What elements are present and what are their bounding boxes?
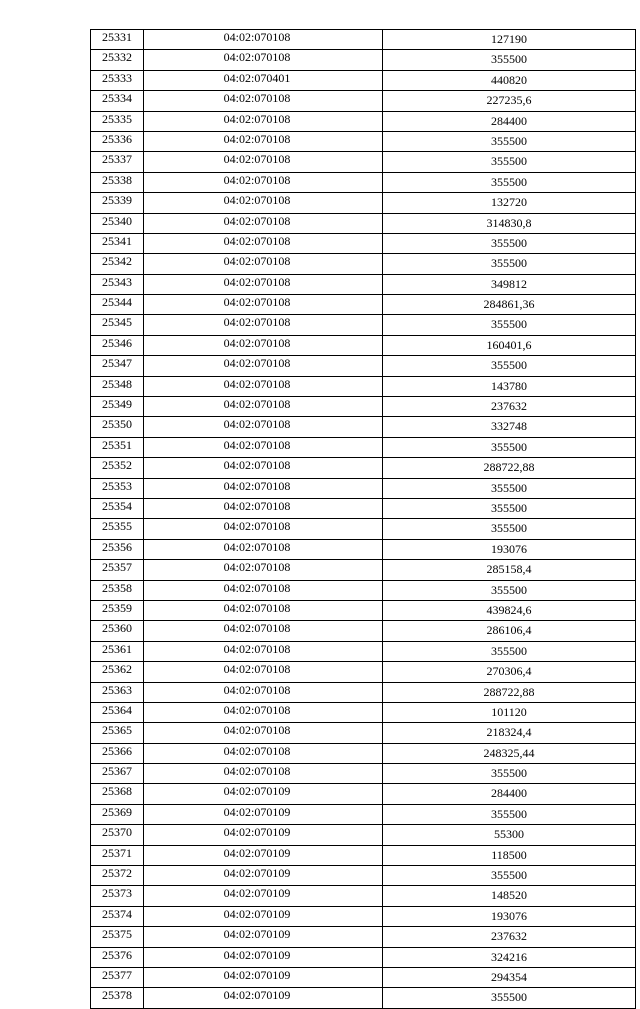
value-cell: 324216 (383, 947, 636, 967)
cadastral-code-cell: 04:02:070108 (144, 376, 383, 396)
table-row (91, 600, 636, 620)
value-cell: 284400 (383, 784, 636, 804)
table-row (91, 845, 636, 865)
data-table (90, 29, 636, 1009)
row-number-cell: 25349 (91, 397, 144, 417)
row-number-cell: 25337 (91, 152, 144, 172)
cadastral-code-cell: 04:02:070108 (144, 580, 383, 600)
row-number-cell: 25340 (91, 213, 144, 233)
value-cell: 284861,36 (383, 295, 636, 315)
cadastral-code-cell: 04:02:070109 (144, 967, 383, 987)
table-row (91, 927, 636, 947)
value-cell: 355500 (383, 131, 636, 151)
cadastral-code-cell: 04:02:070108 (144, 764, 383, 784)
row-number-cell: 25354 (91, 498, 144, 518)
table-row (91, 539, 636, 559)
row-number-cell: 25342 (91, 254, 144, 274)
value-cell: 193076 (383, 906, 636, 926)
document-page (90, 29, 624, 1009)
value-cell: 332748 (383, 417, 636, 437)
row-number-cell: 25339 (91, 193, 144, 213)
row-number-cell: 25344 (91, 295, 144, 315)
table-row (91, 213, 636, 233)
value-cell: 148520 (383, 886, 636, 906)
table-row (91, 784, 636, 804)
cadastral-code-cell: 04:02:070109 (144, 947, 383, 967)
cadastral-code-cell: 04:02:070108 (144, 560, 383, 580)
table-row (91, 743, 636, 763)
value-cell: 355500 (383, 172, 636, 192)
value-cell: 314830,8 (383, 213, 636, 233)
row-number-cell: 25332 (91, 50, 144, 70)
table-row (91, 478, 636, 498)
value-cell: 288722,88 (383, 682, 636, 702)
value-cell: 160401,6 (383, 335, 636, 355)
cadastral-code-cell: 04:02:070108 (144, 193, 383, 213)
value-cell: 355500 (383, 152, 636, 172)
cadastral-code-cell: 04:02:070108 (144, 539, 383, 559)
value-cell: 270306,4 (383, 662, 636, 682)
value-cell: 355500 (383, 50, 636, 70)
row-number-cell: 25345 (91, 315, 144, 335)
value-cell: 286106,4 (383, 621, 636, 641)
value-cell: 355500 (383, 437, 636, 457)
row-number-cell: 25378 (91, 988, 144, 1008)
cadastral-code-cell: 04:02:070108 (144, 213, 383, 233)
table-row (91, 764, 636, 784)
table-row (91, 193, 636, 213)
table-row (91, 560, 636, 580)
cadastral-code-cell: 04:02:070109 (144, 927, 383, 947)
value-cell: 355500 (383, 641, 636, 661)
cadastral-code-cell: 04:02:070109 (144, 845, 383, 865)
row-number-cell: 25365 (91, 723, 144, 743)
table-row (91, 274, 636, 294)
cadastral-code-cell: 04:02:070108 (144, 274, 383, 294)
cadastral-code-cell: 04:02:070401 (144, 70, 383, 90)
row-number-cell: 25374 (91, 906, 144, 926)
cadastral-code-cell: 04:02:070108 (144, 91, 383, 111)
table-row (91, 519, 636, 539)
row-number-cell: 25361 (91, 641, 144, 661)
value-cell: 355500 (383, 764, 636, 784)
table-row (91, 621, 636, 641)
cadastral-code-cell: 04:02:070108 (144, 682, 383, 702)
table-row (91, 30, 636, 50)
value-cell: 101120 (383, 702, 636, 722)
value-cell: 439824,6 (383, 600, 636, 620)
table-row (91, 152, 636, 172)
cadastral-code-cell: 04:02:070109 (144, 886, 383, 906)
cadastral-code-cell: 04:02:070108 (144, 478, 383, 498)
value-cell: 294354 (383, 967, 636, 987)
row-number-cell: 25353 (91, 478, 144, 498)
table-row (91, 825, 636, 845)
row-number-cell: 25351 (91, 437, 144, 457)
cadastral-code-cell: 04:02:070109 (144, 804, 383, 824)
row-number-cell: 25334 (91, 91, 144, 111)
row-number-cell: 25363 (91, 682, 144, 702)
row-number-cell: 25350 (91, 417, 144, 437)
cadastral-code-cell: 04:02:070108 (144, 111, 383, 131)
table-row (91, 906, 636, 926)
cadastral-code-cell: 04:02:070108 (144, 723, 383, 743)
value-cell: 355500 (383, 254, 636, 274)
table-row (91, 437, 636, 457)
row-number-cell: 25346 (91, 335, 144, 355)
value-cell: 355500 (383, 233, 636, 253)
row-number-cell: 25359 (91, 600, 144, 620)
cadastral-code-cell: 04:02:070108 (144, 600, 383, 620)
row-number-cell: 25377 (91, 967, 144, 987)
table-row (91, 335, 636, 355)
row-number-cell: 25355 (91, 519, 144, 539)
row-number-cell: 25348 (91, 376, 144, 396)
table-row (91, 131, 636, 151)
cadastral-code-cell: 04:02:070108 (144, 172, 383, 192)
value-cell: 193076 (383, 539, 636, 559)
value-cell: 355500 (383, 356, 636, 376)
table-row (91, 91, 636, 111)
cadastral-code-cell: 04:02:070109 (144, 825, 383, 845)
table-row (91, 356, 636, 376)
table-row (91, 172, 636, 192)
row-number-cell: 25343 (91, 274, 144, 294)
table-row (91, 988, 636, 1008)
table-body (91, 30, 636, 1009)
table-row (91, 254, 636, 274)
value-cell: 355500 (383, 804, 636, 824)
row-number-cell: 25369 (91, 804, 144, 824)
row-number-cell: 25362 (91, 662, 144, 682)
cadastral-code-cell: 04:02:070108 (144, 50, 383, 70)
cadastral-code-cell: 04:02:070108 (144, 621, 383, 641)
table-row (91, 417, 636, 437)
table-row (91, 50, 636, 70)
table-row (91, 804, 636, 824)
cadastral-code-cell: 04:02:070108 (144, 519, 383, 539)
row-number-cell: 25336 (91, 131, 144, 151)
row-number-cell: 25367 (91, 764, 144, 784)
table-row (91, 295, 636, 315)
value-cell: 355500 (383, 519, 636, 539)
cadastral-code-cell: 04:02:070108 (144, 498, 383, 518)
cadastral-code-cell: 04:02:070108 (144, 397, 383, 417)
cadastral-code-cell: 04:02:070108 (144, 702, 383, 722)
value-cell: 218324,4 (383, 723, 636, 743)
value-cell: 355500 (383, 580, 636, 600)
table-row (91, 662, 636, 682)
cadastral-code-cell: 04:02:070109 (144, 988, 383, 1008)
cadastral-code-cell: 04:02:070108 (144, 254, 383, 274)
table-row (91, 458, 636, 478)
table-row (91, 70, 636, 90)
table-row (91, 498, 636, 518)
row-number-cell: 25356 (91, 539, 144, 559)
row-number-cell: 25341 (91, 233, 144, 253)
cadastral-code-cell: 04:02:070108 (144, 30, 383, 50)
value-cell: 284400 (383, 111, 636, 131)
row-number-cell: 25373 (91, 886, 144, 906)
value-cell: 440820 (383, 70, 636, 90)
table-row (91, 580, 636, 600)
table-row (91, 947, 636, 967)
table-row (91, 233, 636, 253)
cadastral-code-cell: 04:02:070109 (144, 866, 383, 886)
value-cell: 248325,44 (383, 743, 636, 763)
cadastral-code-cell: 04:02:070108 (144, 356, 383, 376)
row-number-cell: 25331 (91, 30, 144, 50)
row-number-cell: 25368 (91, 784, 144, 804)
row-number-cell: 25347 (91, 356, 144, 376)
table-row (91, 967, 636, 987)
value-cell: 355500 (383, 988, 636, 1008)
value-cell: 143780 (383, 376, 636, 396)
value-cell: 227235,6 (383, 91, 636, 111)
cadastral-code-cell: 04:02:070108 (144, 131, 383, 151)
table-row (91, 723, 636, 743)
table-row (91, 886, 636, 906)
value-cell: 355500 (383, 498, 636, 518)
value-cell: 118500 (383, 845, 636, 865)
table-row (91, 397, 636, 417)
row-number-cell: 25375 (91, 927, 144, 947)
value-cell: 355500 (383, 866, 636, 886)
value-cell: 132720 (383, 193, 636, 213)
table-row (91, 641, 636, 661)
cadastral-code-cell: 04:02:070108 (144, 458, 383, 478)
value-cell: 355500 (383, 478, 636, 498)
cadastral-code-cell: 04:02:070108 (144, 233, 383, 253)
cadastral-code-cell: 04:02:070108 (144, 417, 383, 437)
table-row (91, 376, 636, 396)
cadastral-code-cell: 04:02:070108 (144, 662, 383, 682)
row-number-cell: 25333 (91, 70, 144, 90)
cadastral-code-cell: 04:02:070109 (144, 784, 383, 804)
row-number-cell: 25364 (91, 702, 144, 722)
row-number-cell: 25366 (91, 743, 144, 763)
row-number-cell: 25376 (91, 947, 144, 967)
cadastral-code-cell: 04:02:070108 (144, 641, 383, 661)
cadastral-code-cell: 04:02:070108 (144, 335, 383, 355)
row-number-cell: 25358 (91, 580, 144, 600)
row-number-cell: 25372 (91, 866, 144, 886)
table-row (91, 315, 636, 335)
row-number-cell: 25370 (91, 825, 144, 845)
value-cell: 55300 (383, 825, 636, 845)
table-row (91, 866, 636, 886)
row-number-cell: 25360 (91, 621, 144, 641)
value-cell: 285158,4 (383, 560, 636, 580)
cadastral-code-cell: 04:02:070108 (144, 315, 383, 335)
cadastral-code-cell: 04:02:070108 (144, 437, 383, 457)
table-row (91, 682, 636, 702)
row-number-cell: 25371 (91, 845, 144, 865)
value-cell: 349812 (383, 274, 636, 294)
value-cell: 127190 (383, 30, 636, 50)
value-cell: 288722,88 (383, 458, 636, 478)
cadastral-code-cell: 04:02:070109 (144, 906, 383, 926)
row-number-cell: 25352 (91, 458, 144, 478)
row-number-cell: 25335 (91, 111, 144, 131)
cadastral-code-cell: 04:02:070108 (144, 743, 383, 763)
cadastral-code-cell: 04:02:070108 (144, 152, 383, 172)
row-number-cell: 25357 (91, 560, 144, 580)
row-number-cell: 25338 (91, 172, 144, 192)
cadastral-code-cell: 04:02:070108 (144, 295, 383, 315)
value-cell: 237632 (383, 927, 636, 947)
value-cell: 355500 (383, 315, 636, 335)
value-cell: 237632 (383, 397, 636, 417)
table-row (91, 702, 636, 722)
table-row (91, 111, 636, 131)
